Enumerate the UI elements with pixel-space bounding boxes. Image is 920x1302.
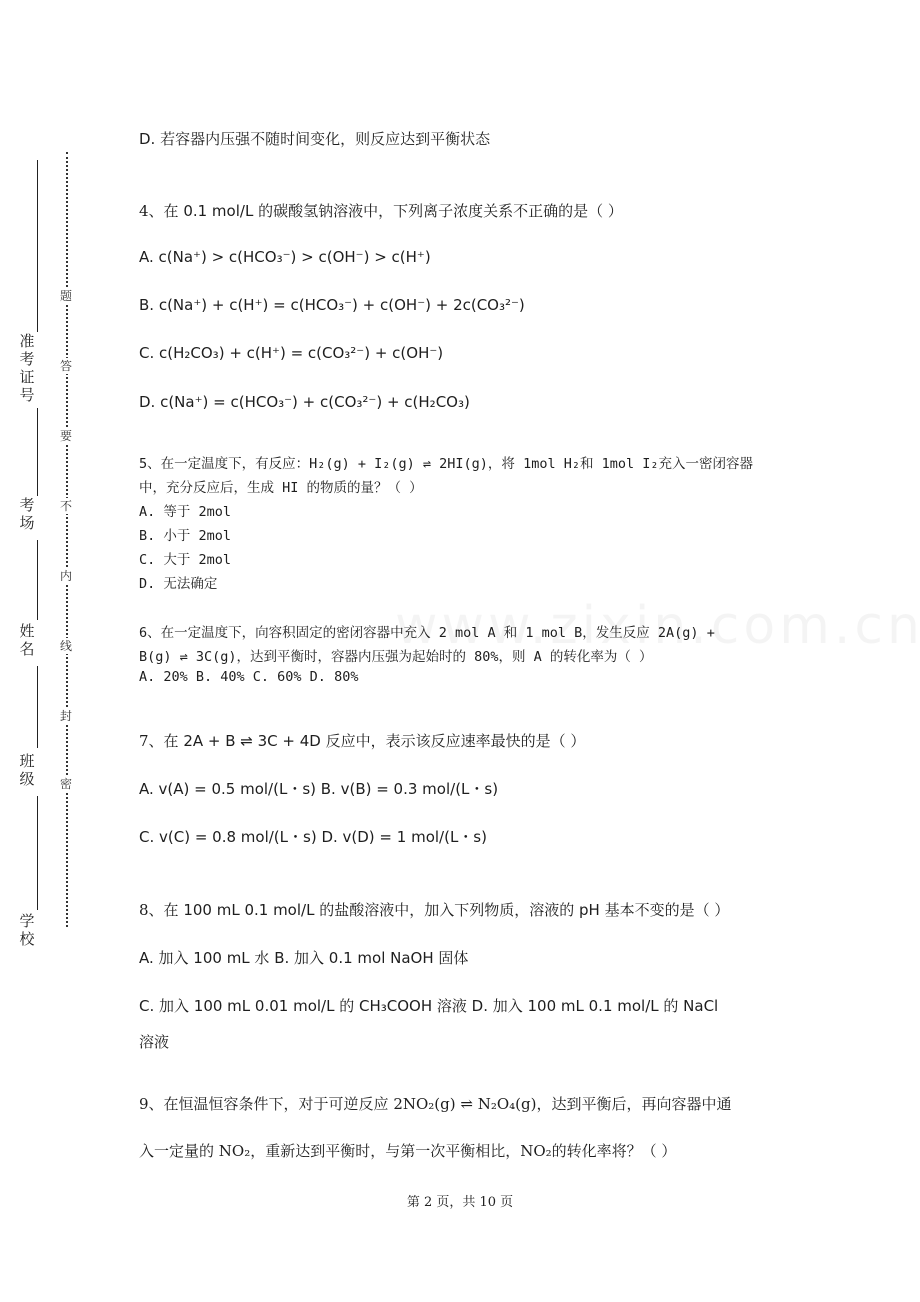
field-underline: [37, 408, 38, 496]
q5-option-d: D. 无法确定: [139, 576, 218, 592]
page-footer: 第 2 页，共 10 页: [406, 1195, 514, 1210]
q4-option-a: A. c(Na⁺) > c(HCO₃⁻) > c(OH⁻) > c(H⁺): [139, 248, 431, 266]
seal-char: 题: [59, 289, 72, 303]
q4-option-d: D. c(Na⁺) = c(HCO₃⁻) + c(CO₃²⁻) + c(H₂CO₃): [139, 393, 470, 411]
q8-stem-prefix: 8、在: [139, 901, 184, 919]
field-label-exam-room: 考场: [19, 496, 35, 532]
q3-option-d: D. 若容器内压强不随时间变化，则反应达到平衡状态: [139, 130, 491, 148]
seal-char: 封: [59, 709, 72, 723]
q5-option-c: C. 大于 2mol: [139, 552, 232, 568]
q9-stem-line2: 入一定量的 NO₂，重新达到平衡时，与第一次平衡相比，NO₂的转化率将？（ ）: [139, 1142, 677, 1160]
field-label-name: 姓名: [19, 622, 35, 658]
seal-dotted-line: [66, 152, 68, 927]
q7-stem: [139, 730, 585, 751]
q8-stem-value: 100 mL 0.1 mol/L: [183, 901, 315, 919]
q8-stem-ph: pH: [579, 901, 600, 919]
q5-option-a: A. 等于 2mol: [139, 504, 232, 520]
q5-option-b: B. 小于 2mol: [139, 528, 232, 544]
q5-stem-line2: 中，充分反应后，生成 HI 的物质的量？（ ）: [139, 480, 423, 496]
field-label-school: 学校: [19, 912, 35, 948]
q6-options: A. 20% B. 40% C. 60% D. 80%: [139, 669, 359, 685]
q8-options-cd: C. 加入 100 mL 0.01 mol/L 的 CH₃COOH 溶液 D. 加入 100 mL 0.1 mol/L 的 NaCl: [139, 997, 719, 1015]
field-underline: [37, 796, 38, 910]
q8-stem: [139, 899, 729, 920]
seal-char: 内: [59, 569, 72, 583]
q4-stem-prefix: 4、在: [139, 202, 184, 220]
q4-stem-value: 0.1 mol/L: [183, 202, 254, 220]
q8-stem-suffix: 基本不变的是（ ）: [599, 901, 730, 919]
seal-char: 答: [59, 359, 72, 373]
q7-stem-prefix: 7、在: [139, 732, 184, 750]
q5-stem-line1: 5、在一定温度下，有反应：H₂(g) + I₂(g) ⇌ 2HI(g)，将 1mol H₂和 1mol I₂充入一密闭容器: [139, 456, 753, 472]
q4-option-b: B. c(Na⁺) + c(H⁺) = c(HCO₃⁻) + c(OH⁻) + 2c(CO₃²⁻): [139, 296, 525, 314]
field-label-exam-id: 准考证号: [19, 332, 35, 404]
q6-stem-line1: 6、在一定温度下，向容积固定的密闭容器中充入 2 mol A 和 1 mol B，发生反应 2A(g) +: [139, 625, 715, 641]
q7-options-ab: A. v(A) = 0.5 mol/(L・s) B. v(B) = 0.3 mol/(L・s): [139, 780, 499, 798]
field-underline: [37, 540, 38, 620]
q9-stem-line1: 9、在恒温恒容条件下，对于可逆反应 2NO₂(g) ⇌ N₂O₄(g)，达到平衡后，再向容器中通: [139, 1095, 732, 1113]
field-underline: [37, 160, 38, 332]
q4-stem: [139, 200, 623, 221]
q8-options-ab: A. 加入 100 mL 水 B. 加入 0.1 mol NaOH 固体: [139, 949, 469, 967]
seal-char: 不: [59, 499, 72, 513]
seal-char: 要: [59, 429, 72, 443]
seal-char: 线: [59, 639, 72, 653]
q7-stem-suffix: 反应中，表示该反应速率最快的是（ ）: [320, 732, 586, 750]
field-underline: [37, 666, 38, 748]
q7-stem-value: 2A + B ⇌ 3C + 4D: [183, 732, 321, 750]
q4-stem-suffix: 的碳酸氢钠溶液中，下列离子浓度关系不正确的是（ ）: [253, 202, 623, 220]
q8-options-cd-continued: 溶液: [139, 1033, 170, 1051]
q8-stem-middle: 的盐酸溶液中，加入下列物质，溶液的: [314, 901, 579, 919]
field-label-class: 班级: [19, 752, 35, 788]
q7-options-cd: C. v(C) = 0.8 mol/(L・s) D. v(D) = 1 mol/(L・s): [139, 828, 487, 846]
q4-option-c: C. c(H₂CO₃) + c(H⁺) = c(CO₃²⁻) + c(OH⁻): [139, 344, 444, 362]
q6-stem-line2: B(g) ⇌ 3C(g)，达到平衡时，容器内压强为起始时的 80%，则 A 的转化率为（ ）: [139, 649, 653, 665]
binding-margin: [0, 150, 80, 950]
seal-char: 密: [59, 777, 72, 791]
